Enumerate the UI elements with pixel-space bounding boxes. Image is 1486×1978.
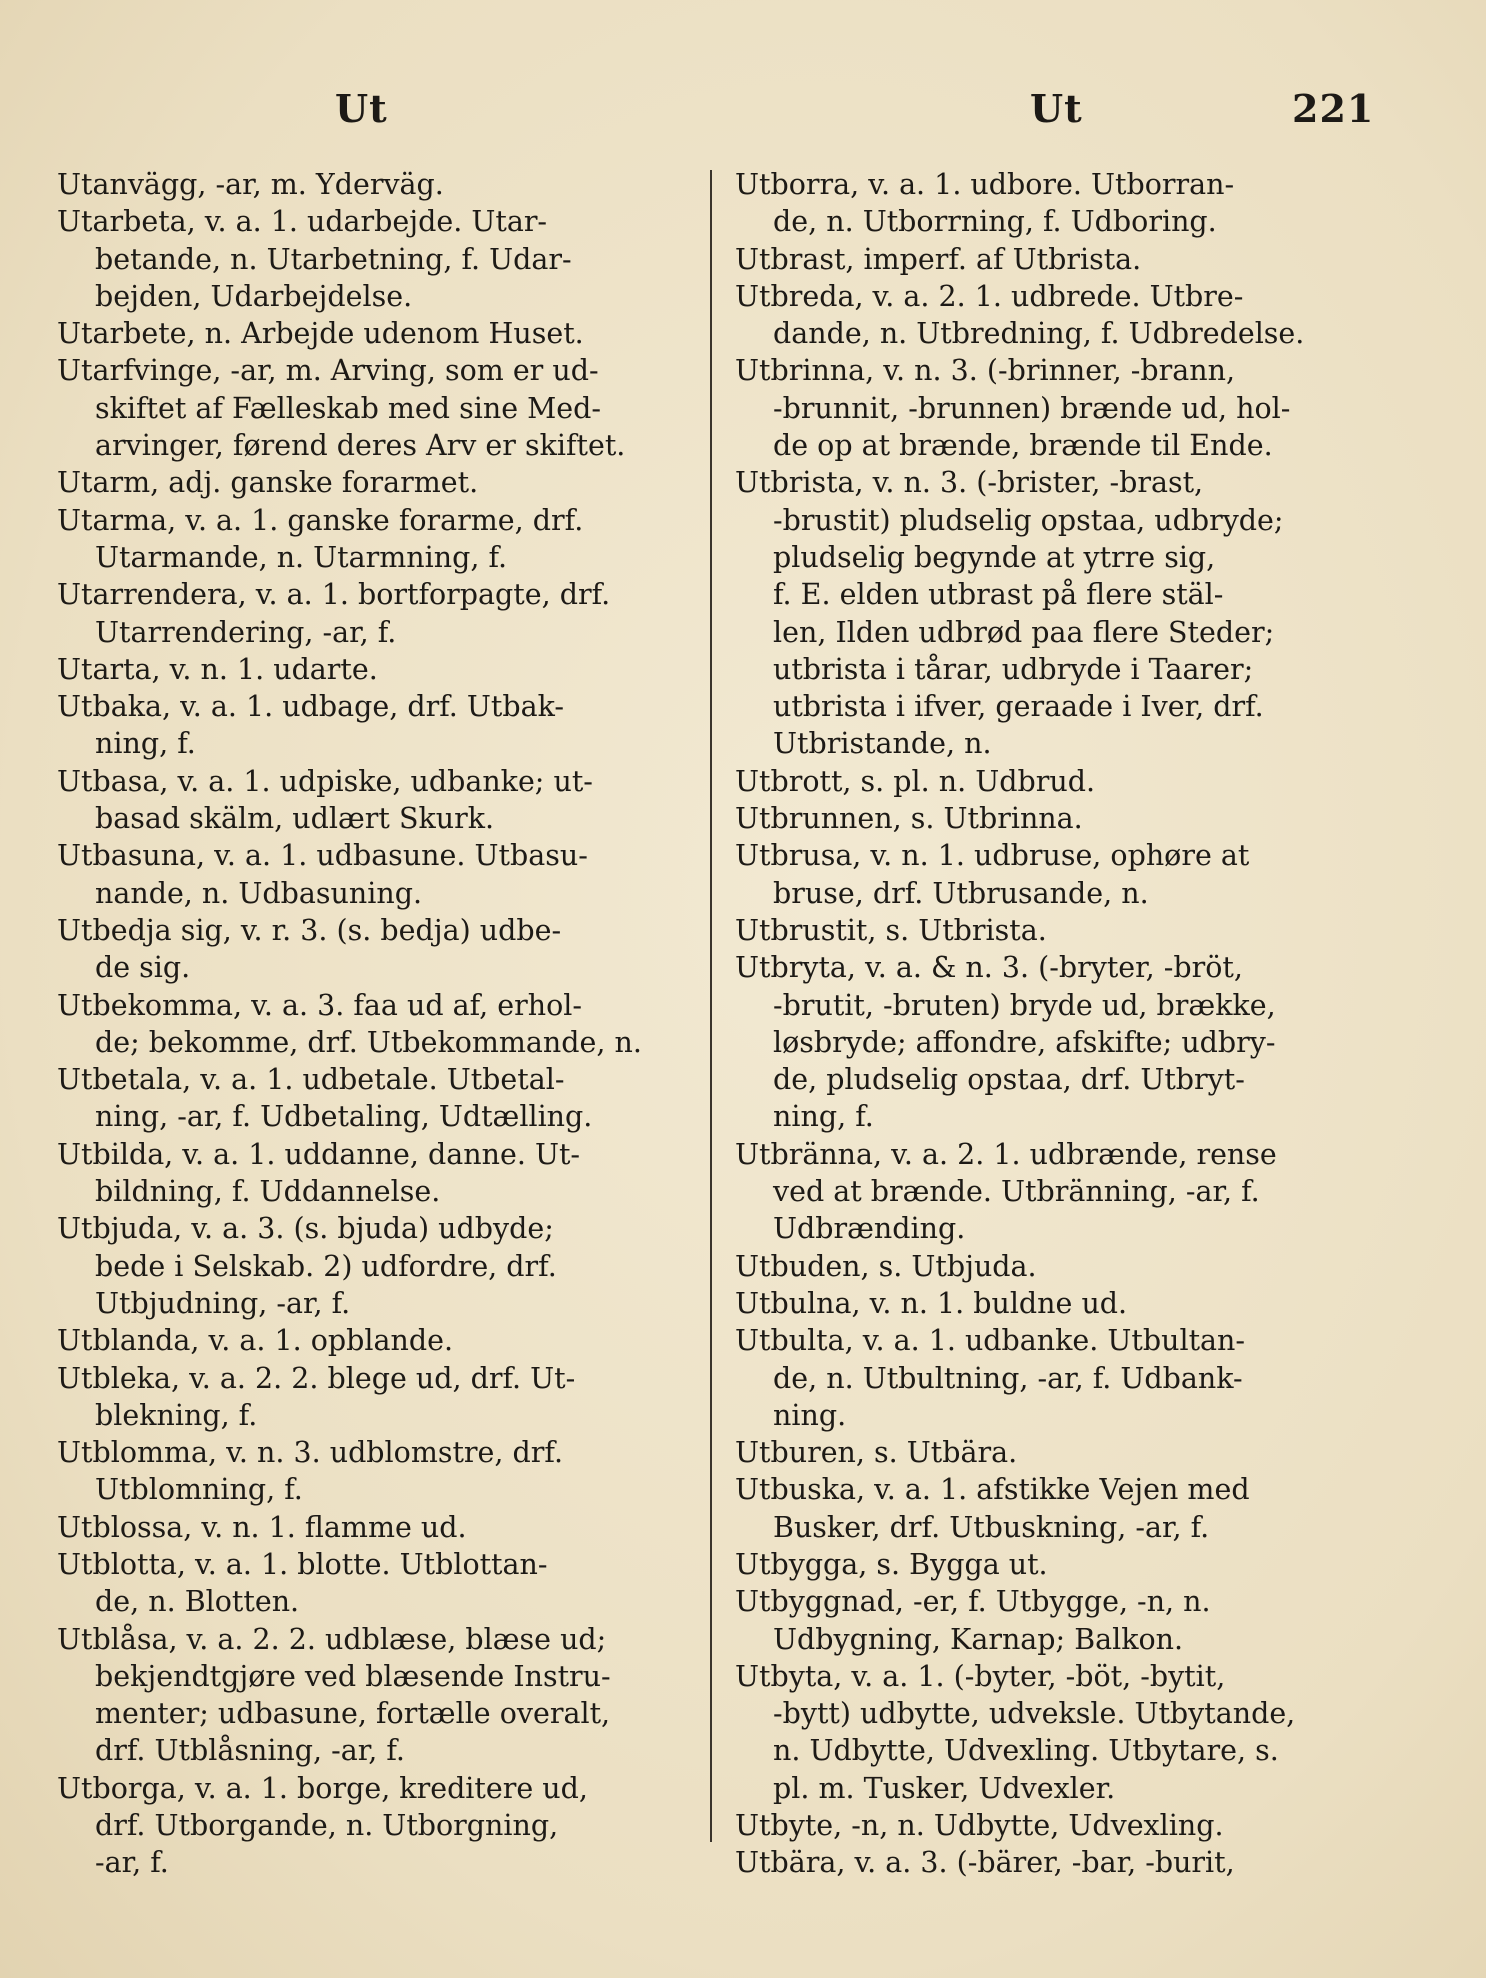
entry-line: Utblossa, v. n. 1. flamme ud. bbox=[57, 1510, 467, 1544]
entry-line: Utbrast, imperf. af Utbrista. bbox=[735, 242, 1142, 276]
entry-line: Utblåsa, v. a. 2. 2. udblæse, blæse ud; bbox=[57, 1622, 607, 1656]
entry-line: Utbuden, s. Utbjuda. bbox=[735, 1249, 1037, 1283]
entry-continuation-line: blekning, f. bbox=[95, 1398, 258, 1432]
entry-line: Utbilda, v. a. 1. uddanne, danne. Ut- bbox=[57, 1137, 581, 1171]
entry-continuation-line: -bytt) udbytte, udveksle. Utbytande, bbox=[773, 1697, 1296, 1731]
entry-continuation-line: de, pludselig opstaa, drf. Utbryt- bbox=[773, 1063, 1245, 1097]
entry-line: Utarbeta, v. a. 1. udarbejde. Utar- bbox=[57, 205, 548, 239]
column-divider bbox=[710, 170, 712, 1842]
entry-line: Utbedja sig, v. r. 3. (s. bedja) udbe- bbox=[57, 913, 562, 947]
entry-line: Utarfvinge, -ar, m. Arving, som er ud- bbox=[57, 354, 599, 388]
entry-continuation-line: -ar, f. bbox=[95, 1846, 169, 1880]
left-running-head: Ut bbox=[335, 86, 388, 131]
entry-continuation-line: f. E. elden utbrast på flere stäl- bbox=[773, 578, 1224, 612]
entry-line: Utbasuna, v. a. 1. udbasune. Utbasu- bbox=[57, 839, 588, 873]
entry-continuation-line: basad skälm, udlært Skurk. bbox=[95, 802, 495, 836]
entry-continuation-line: ning. bbox=[773, 1398, 847, 1432]
right-column bbox=[735, 166, 1375, 1882]
entry-continuation-line: betande, n. Utarbetning, f. Udar- bbox=[95, 242, 572, 276]
entry-continuation-line: n. Udbytte, Udvexling. Utbytare, s. bbox=[773, 1734, 1279, 1768]
entry-continuation-line: Utblomning, f. bbox=[95, 1473, 303, 1507]
entry-continuation-line: Utarrendering, -ar, f. bbox=[95, 615, 397, 649]
entry-line: Utborga, v. a. 1. borge, kreditere ud, bbox=[57, 1771, 588, 1805]
page-number: 221 bbox=[1292, 86, 1375, 131]
entry-line: Utbrunnen, s. Utbrinna. bbox=[735, 802, 1083, 836]
entry-continuation-line: løsbryde; affondre, afskifte; udbry- bbox=[773, 1025, 1276, 1059]
entry-continuation-line: Utbristande, n. bbox=[773, 727, 992, 761]
entry-continuation-line: ning, -ar, f. Udbetaling, Udtælling. bbox=[95, 1100, 593, 1134]
entry-continuation-line: -brunnit, -brunnen) brænde ud, hol- bbox=[773, 391, 1291, 425]
entry-continuation-line: -brutit, -bruten) bryde ud, brække, bbox=[773, 988, 1276, 1022]
entry-line: Utbrustit, s. Utbrista. bbox=[735, 913, 1047, 947]
entry-continuation-line: dande, n. Utbredning, f. Udbredelse. bbox=[773, 317, 1305, 351]
entry-line: Utbrott, s. pl. n. Udbrud. bbox=[735, 764, 1096, 798]
entry-continuation-line: pludselig begynde at ytrre sig, bbox=[773, 540, 1216, 574]
entry-line: Utbrusa, v. n. 1. udbruse, ophøre at bbox=[735, 839, 1250, 873]
entry-line: Utarrendera, v. a. 1. bortforpagte, drf. bbox=[57, 578, 611, 612]
entry-continuation-line: -brustit) pludselig opstaa, udbryde; bbox=[773, 503, 1284, 537]
left-column bbox=[57, 166, 685, 1882]
entry-continuation-line: utbrista i ifver, geraade i Iver, drf. bbox=[773, 690, 1264, 724]
entry-line: Utbyta, v. a. 1. (-byter, -böt, -bytit, bbox=[735, 1659, 1226, 1693]
entry-line: Utarta, v. n. 1. udarte. bbox=[57, 652, 378, 686]
right-running-head: Ut bbox=[1030, 86, 1083, 131]
entry-continuation-line: Busker, drf. Utbuskning, -ar, f. bbox=[773, 1510, 1210, 1544]
entry-continuation-line: ved at brænde. Utbränning, -ar, f. bbox=[773, 1175, 1260, 1209]
entry-continuation-line: de, n. Utbultning, -ar, f. Udbank- bbox=[773, 1361, 1243, 1395]
entry-continuation-line: bildning, f. Uddannelse. bbox=[95, 1175, 441, 1209]
entry-continuation-line: len, Ilden udbrød paa flere Steder; bbox=[773, 615, 1275, 649]
entry-line: Utanvägg, -ar, m. Yderväg. bbox=[57, 168, 444, 201]
entry-continuation-line: drf. Utborgande, n. Utborgning, bbox=[95, 1809, 559, 1843]
entry-line: Utborra, v. a. 1. udbore. Utborran- bbox=[735, 168, 1235, 201]
entry-continuation-line: bede i Selskab. 2) udfordre, drf. bbox=[95, 1249, 557, 1283]
entry-continuation-line: drf. Utblåsning, -ar, f. bbox=[95, 1734, 405, 1768]
entry-continuation-line: Udbrænding. bbox=[773, 1212, 966, 1246]
entry-continuation-line: nande, n. Udbasuning. bbox=[95, 876, 423, 910]
entry-continuation-line: ning, f. bbox=[95, 727, 196, 761]
entry-line: Utbasa, v. a. 1. udpiske, udbanke; ut- bbox=[57, 764, 593, 798]
entry-continuation-line: ning, f. bbox=[773, 1100, 874, 1134]
entry-continuation-line: bejden, Udarbejdelse. bbox=[95, 279, 413, 313]
entry-line: Utbygga, s. Bygga ut. bbox=[735, 1547, 1048, 1581]
entry-line: Utbryta, v. a. & n. 3. (-bryter, -bröt, bbox=[735, 951, 1243, 985]
entry-line: Utbreda, v. a. 2. 1. udbrede. Utbre- bbox=[735, 279, 1244, 313]
entry-continuation-line: de sig. bbox=[95, 951, 191, 985]
page-header bbox=[0, 86, 1486, 136]
entry-continuation-line: Utarmande, n. Utarmning, f. bbox=[95, 540, 508, 574]
entry-continuation-line: Udbygning, Karnap; Balkon. bbox=[773, 1622, 1184, 1656]
entry-line: Utbrinna, v. n. 3. (-brinner, -brann, bbox=[735, 354, 1236, 388]
entry-line: Utblanda, v. a. 1. opblande. bbox=[57, 1324, 454, 1358]
entry-continuation-line: bekjendtgjøre ved blæsende Instru- bbox=[95, 1659, 611, 1693]
entry-continuation-line: Utbjudning, -ar, f. bbox=[95, 1286, 351, 1320]
entry-line: Utbrista, v. n. 3. (-brister, -brast, bbox=[735, 466, 1204, 500]
entry-line: Utburen, s. Utbära. bbox=[735, 1436, 1018, 1470]
entry-line: Utbuska, v. a. 1. afstikke Vejen med bbox=[735, 1473, 1250, 1507]
entry-continuation-line: menter; udbasune, fortælle overalt, bbox=[95, 1697, 611, 1731]
entry-continuation-line: de op at brænde, brænde til Ende. bbox=[773, 429, 1273, 463]
entry-line: Utbulta, v. a. 1. udbanke. Utbultan- bbox=[735, 1324, 1246, 1358]
entry-line: Utbaka, v. a. 1. udbage, drf. Utbak- bbox=[57, 690, 564, 724]
entry-line: Utarm, adj. ganske forarmet. bbox=[57, 466, 479, 500]
entry-line: Utbära, v. a. 3. (-bärer, -bar, -burit, bbox=[735, 1846, 1235, 1880]
entry-line: Utbetala, v. a. 1. udbetale. Utbetal- bbox=[57, 1063, 565, 1097]
entry-line: Utarbete, n. Arbejde udenom Huset. bbox=[57, 317, 584, 351]
entry-line: Utblomma, v. n. 3. udblomstre, drf. bbox=[57, 1436, 564, 1470]
entry-line: Utbyggnad, -er, f. Utbygge, -n, n. bbox=[735, 1585, 1211, 1619]
entry-continuation-line: bruse, drf. Utbrusande, n. bbox=[773, 876, 1149, 910]
entry-line: Utarma, v. a. 1. ganske forarme, drf. bbox=[57, 503, 584, 537]
entry-continuation-line: de; bekomme, drf. Utbekommande, n. bbox=[95, 1025, 642, 1059]
entry-continuation-line: pl. m. Tusker, Udvexler. bbox=[773, 1771, 1116, 1805]
entry-line: Utblotta, v. a. 1. blotte. Utblottan- bbox=[57, 1547, 548, 1581]
entry-line: Utbekomma, v. a. 3. faa ud af, erhol- bbox=[57, 988, 583, 1022]
entry-line: Utbyte, -n, n. Udbytte, Udvexling. bbox=[735, 1809, 1224, 1843]
entry-continuation-line: utbrista i tårar, udbryde i Taarer; bbox=[773, 652, 1254, 686]
entry-line: Utbulna, v. n. 1. buldne ud. bbox=[735, 1286, 1128, 1320]
entry-continuation-line: arvinger, førend deres Arv er skiftet. bbox=[95, 429, 626, 463]
entry-continuation-line: de, n. Blotten. bbox=[95, 1585, 300, 1619]
entry-line: Utbjuda, v. a. 3. (s. bjuda) udbyde; bbox=[57, 1212, 554, 1246]
entry-continuation-line: de, n. Utborrning, f. Udboring. bbox=[773, 205, 1217, 239]
entry-continuation-line: skiftet af Fælleskab med sine Med- bbox=[95, 391, 602, 425]
entry-line: Utbleka, v. a. 2. 2. blege ud, drf. Ut- bbox=[57, 1361, 576, 1395]
entry-line: Utbränna, v. a. 2. 1. udbrænde, rense bbox=[735, 1137, 1277, 1171]
